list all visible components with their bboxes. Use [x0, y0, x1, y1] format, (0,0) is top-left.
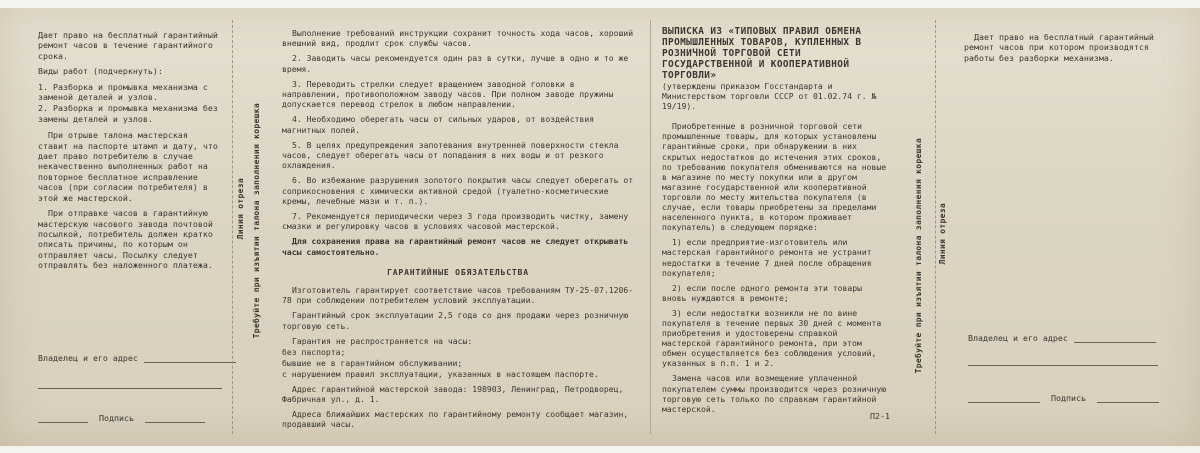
owner-label: Владелец и его адрес: [38, 353, 138, 363]
right-signature-line-right: [1097, 402, 1159, 403]
instruction-6: 6. Во избежание разрушения золотого покрытия часы следует оберегать от соприкосновения с химически активной средой (туалетно-косметические кремы, лечебные мази и т. п.).: [282, 175, 634, 206]
right-signature-field[interactable]: [968, 393, 1159, 403]
right-stub: [964, 32, 1160, 68]
cut-label-2: Линия отреза: [938, 203, 947, 265]
warranty-heading: ГАРАНТИЙНЫЕ ОБЯЗАТЕЛЬСТВА: [387, 266, 529, 277]
left-signature-field[interactable]: [38, 413, 205, 423]
right-owner-line-2[interactable]: [968, 356, 1158, 366]
warranty-exclusion-a: без паспорта;: [282, 347, 346, 358]
warranty-p1: Изготовитель гарантирует соответствие часов требованиям ТУ-25-07.1206-78 при соблюдении потребителем условий эксплуатации.: [282, 285, 634, 306]
left-stub: [38, 30, 222, 276]
instruction-5: 5. В целях предупреждения запотевания внутренней поверхности стекла часов, следует оберегать часы от попадания в них воды и от резкого охлаждения.: [282, 139, 619, 171]
extract-item-2: 2) если после одного ремонта эти товары вновь нуждаются в ремонте;: [662, 282, 863, 303]
form-code: П2-1: [870, 411, 890, 421]
extract-p1: Приобретенные в розничной торговой сети промышленные товары, для которых установлены гарантийные сроки, при обнаружении в них скрытых недостатков до истечения этих сроков, по требованию покупателя обмениваются на новые в магазине по месту покупки или в другом магазине государственной или кооперативной торговли по месту жительства покупателя (в случае, если товары приобретены за пределами населенного пункта, в котором проживает покупатель) в следующем порядке:: [662, 121, 887, 233]
keep-stub-note-2: Требуйте при изъятии талона заполнения корешка: [914, 138, 923, 374]
warranty-exclusion-c: с нарушением правил эксплуатации, указанных в настоящем паспорте.: [282, 369, 599, 380]
owner-line: [144, 362, 236, 363]
warranty-exclusions-title: Гарантия не распространяется на часы:: [292, 335, 473, 346]
left-owner-field[interactable]: [38, 353, 236, 363]
extract-title: ВЫПИСКА ИЗ «ТИПОВЫХ ПРАВИЛ ОБМЕНА ПРОМЫШЛЕННЫХ ТОВАРОВ, КУПЛЕННЫХ В РОЗНИЧНОЙ ТОРГОВОЙ СЕТИ ГОСУДАРСТВЕННОЙ И КООПЕРАТИВНОЙ ТОРГОВЛИ»: [662, 26, 862, 81]
warranty-coupon-sheet: [0, 8, 1200, 446]
right-owner-line: [1074, 342, 1156, 343]
owner-line-2: [38, 388, 222, 389]
warranty-nearest: Адреса ближайших мастерских по гарантийному ремонту сообщает магазин, продавший часы.: [282, 409, 629, 430]
cut-line-2: [935, 20, 936, 434]
extract-column: [662, 26, 890, 419]
right-stub-text: Дает право на бесплатный гарантийный ремонт часов при котором производятся работы без разборки механизма.: [964, 32, 1154, 63]
instruction-warning: Для сохранения права на гарантийный ремонт часов не следует открывать часы самостоятельно.: [282, 236, 629, 257]
warranty-exclusion-b: бывшие не в гарантийном обслуживании;: [282, 358, 463, 369]
warranty-p2: Гарантийный срок эксплуатации 2,5 года со дня продажи через розничную торговую сеть.: [282, 310, 629, 331]
warranty-address: Адрес гарантийной мастерской завода: 198903, Ленинград, Петродворец, Фабричная ул., д. 1.: [282, 383, 624, 404]
left-owner-line-2[interactable]: [38, 379, 222, 389]
fold-line: [650, 20, 651, 434]
left-stub-mail-text: При отправке часов в гарантийную мастерскую часового завода почтовой посылкой, потребитель должен кратко описать причины, по которым он отправляет часы. Посылку следует отправлять без наложенного платежа.: [38, 208, 213, 271]
cut-line-1: [232, 20, 233, 434]
instruction-2: 2. Заводить часы рекомендуется один раз в сутки, лучше в одно и то же время.: [282, 53, 629, 74]
right-owner-field[interactable]: [968, 333, 1156, 343]
right-signature-line-left: [968, 402, 1040, 403]
instructions-intro: Выполнение требований инструкции сохранит точность хода часов, хороший внешний вид, продлит срок службы часов.: [282, 28, 634, 49]
extract-subtitle: (утверждены приказом Госстандарта и Министерством торговли СССР от 01.02.74 г. № 19/19).: [662, 81, 877, 112]
work-type-option-1[interactable]: 1. Разборка и промывка механизма с заменой деталей и узлов.: [38, 81, 208, 103]
right-owner-line-extra: [968, 365, 1158, 366]
extract-item-3: 3) если недостатки возникли не по вине покупателя в течение первых 30 дней с момента приобретения и удостоверены справкой мастерской гарантийного ремонта, при этом обмен осуществляется без соблюдения условий, указанных в п.п. 1 и 2.: [662, 307, 882, 369]
left-stub-return-text: При отрыве талона мастерская ставит на паспорте штамп и дату, что дает право потребителю в случае некачественно выполненных работ на повторное бесплатное исправление часов (при согласии потребителя) в этой же мастерской.: [38, 130, 218, 203]
work-types-label: Виды работ (подчеркнуть):: [38, 66, 163, 77]
signature-line-right: [145, 422, 205, 423]
right-signature-label: Подпись: [1051, 393, 1086, 403]
cut-label-1: Линия отреза: [236, 178, 245, 240]
left-stub-intro: Дает право на бесплатный гарантийный ремонт часов в течение гарантийного срока.: [38, 30, 218, 61]
signature-line-left: [38, 422, 88, 423]
extract-p2: Замена часов или возмещение уплаченной покупателем суммы производится через розничную торговую сеть только по справкам гарантийной мастерской.: [662, 373, 887, 414]
extract-item-1: 1) если предприятие-изготовитель или мастерская гарантийного ремонта не устранит недостатки в течение 7 дней после обращения покупателя;: [662, 237, 872, 278]
instruction-4: 4. Необходимо оберегать часы от сильных ударов, от воздействия магнитных полей.: [282, 114, 595, 135]
instruction-3: 3. Переводить стрелки следует вращением заводной головки в направлении, противоположном заводу часов. При полном заводе пружины допускается перевод стрелок в любом направлении.: [282, 78, 614, 110]
signature-label: Подпись: [99, 413, 134, 423]
work-type-option-2[interactable]: 2. Разборка и промывка механизма без замены деталей и узлов.: [38, 103, 218, 124]
right-owner-label: Владелец и его адрес: [968, 333, 1068, 343]
instruction-7: 7. Рекомендуется периодически через 3 года производить чистку, замену смазки и регулировку часов в условиях часовой мастерской.: [282, 211, 629, 232]
keep-stub-note-1: Требуйте при изъятии талона заполнения корешка: [252, 103, 261, 339]
instructions-column: [282, 28, 634, 435]
